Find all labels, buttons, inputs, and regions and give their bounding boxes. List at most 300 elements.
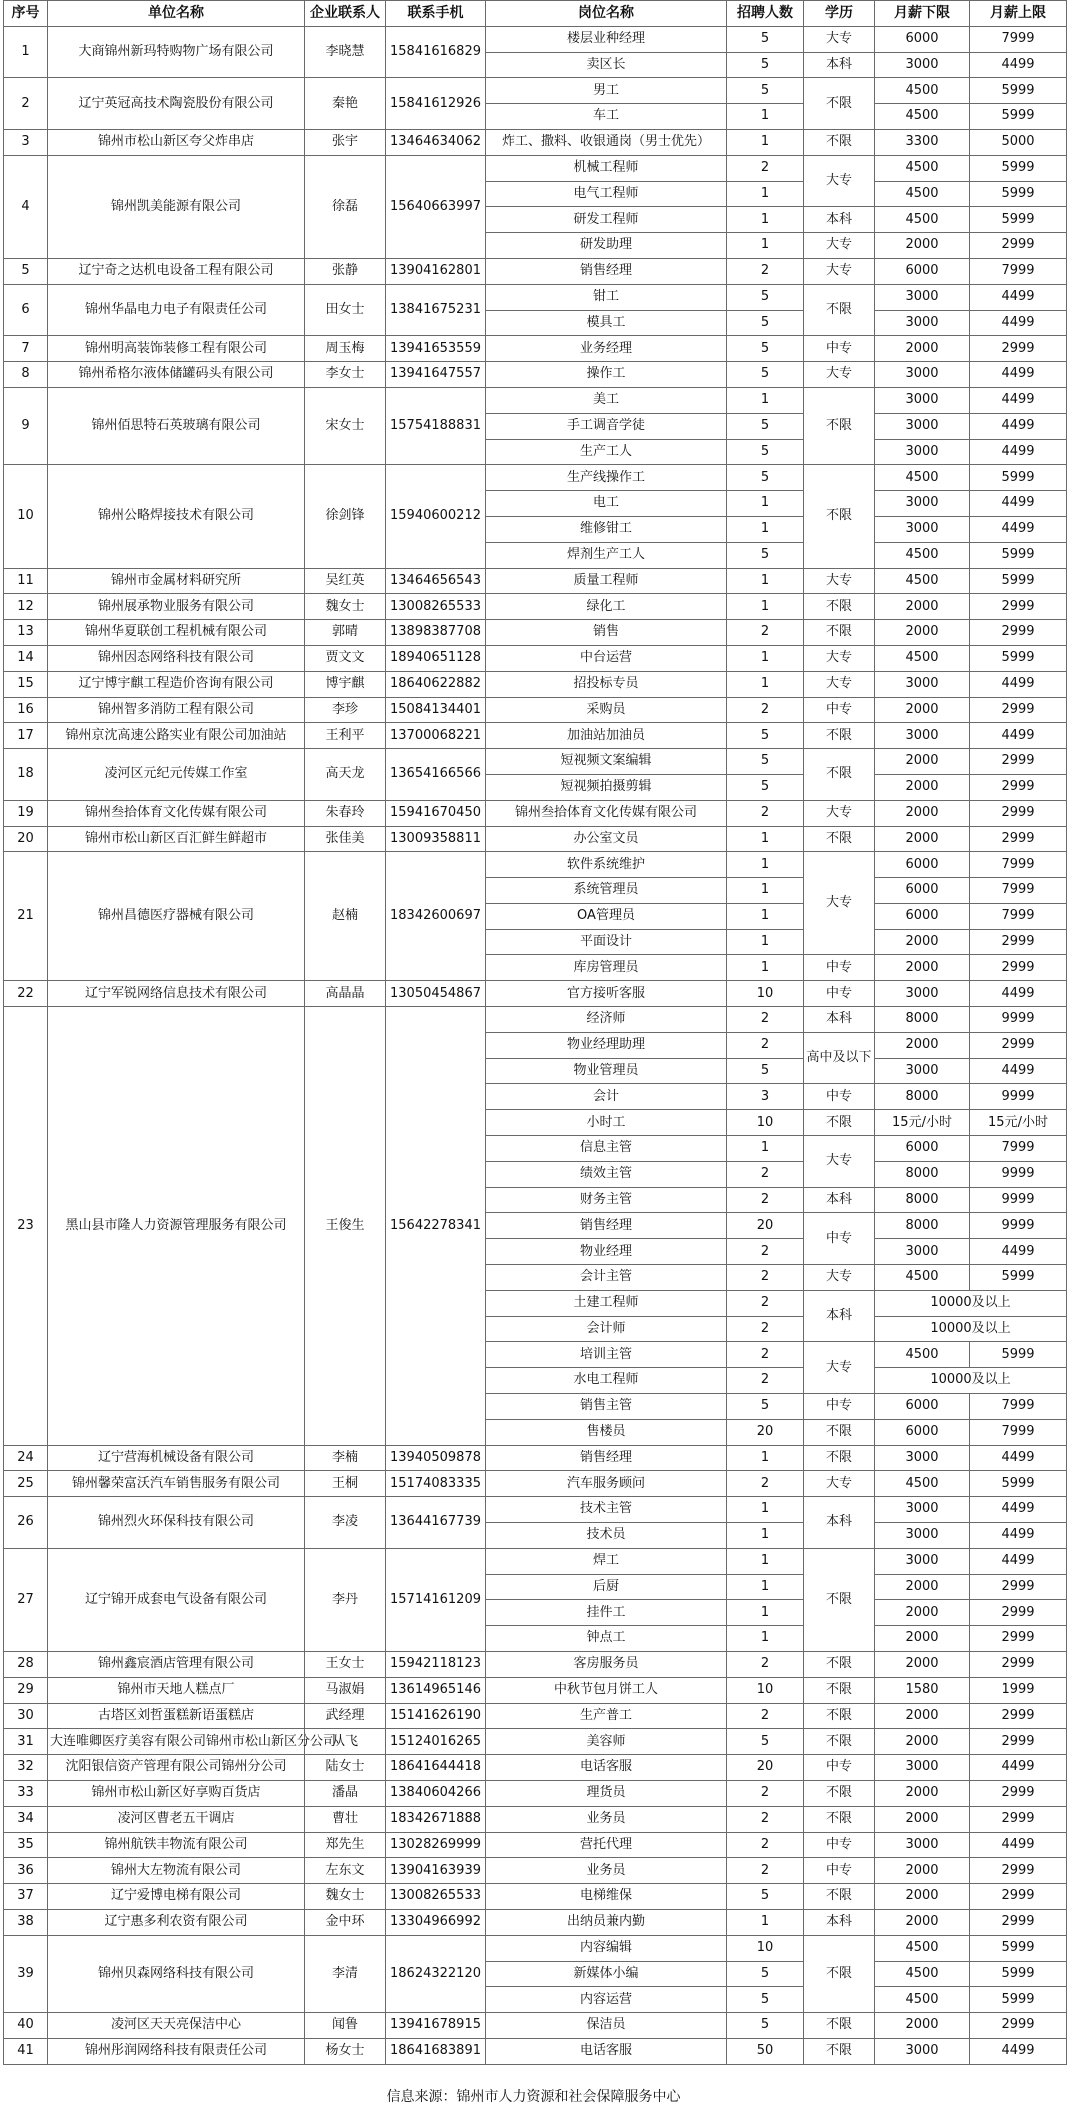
company-name: 黑山县市隆人力资源管理服务有限公司	[48, 1007, 305, 1446]
row-number: 32	[4, 1755, 48, 1781]
job-title: 水电工程师	[486, 1368, 727, 1394]
salary-max: 2999	[970, 1806, 1067, 1832]
job-title: 生产普工	[486, 1703, 727, 1729]
salary-max: 7999	[970, 258, 1067, 284]
contact-person: 李珍	[305, 697, 386, 723]
table-row	[4, 465, 1067, 491]
company-name: 锦州烈火环保科技有限公司	[48, 1497, 305, 1549]
job-title: 绿化工	[486, 594, 727, 620]
job-title: 研发助理	[486, 233, 727, 259]
salary-min: 3000	[875, 439, 970, 465]
contact-person: 马淑娟	[305, 1677, 386, 1703]
education: 不限	[804, 749, 875, 801]
salary-max: 5999	[970, 645, 1067, 671]
job-title: 机械工程师	[486, 155, 727, 181]
header-cell: 企业联系人	[305, 1, 386, 27]
company-name: 锦州昌德医疗器械有限公司	[48, 852, 305, 981]
salary-max: 2999	[970, 749, 1067, 775]
salary-min: 6000	[875, 1394, 970, 1420]
contact-phone: 15754188831	[386, 387, 486, 464]
contact-person: 魏女士	[305, 1884, 386, 1910]
job-title: 物业经理	[486, 1239, 727, 1265]
salary-max: 4499	[970, 1445, 1067, 1471]
headcount: 5	[727, 310, 804, 336]
contact-phone: 13028269999	[386, 1832, 486, 1858]
company-name: 锦州市松山新区好享购百货店	[48, 1780, 305, 1806]
contact-person: 李丹	[305, 1548, 386, 1651]
job-title: 业务员	[486, 1806, 727, 1832]
headcount: 2	[727, 1187, 804, 1213]
salary-max: 9999	[970, 1084, 1067, 1110]
contact-person: 朱春玲	[305, 800, 386, 826]
job-title: 内容编辑	[486, 1935, 727, 1961]
headcount: 5	[727, 1729, 804, 1755]
headcount: 1	[727, 104, 804, 130]
company-name: 锦州市天地人糕点厂	[48, 1677, 305, 1703]
salary-max: 7999	[970, 1394, 1067, 1420]
headcount: 2	[727, 155, 804, 181]
salary-min: 2000	[875, 233, 970, 259]
job-title: 模具工	[486, 310, 727, 336]
salary-min: 8000	[875, 1007, 970, 1033]
headcount: 1	[727, 516, 804, 542]
job-title: 营托代理	[486, 1832, 727, 1858]
contact-phone: 13841675231	[386, 284, 486, 336]
company-name: 大商锦州新玛特购物广场有限公司	[48, 26, 305, 78]
job-title: 技术员	[486, 1523, 727, 1549]
company-name: 锦州智多消防工程有限公司	[48, 697, 305, 723]
contact-phone: 13904162801	[386, 258, 486, 284]
education: 不限	[804, 723, 875, 749]
row-number: 22	[4, 981, 48, 1007]
contact-phone: 13940509878	[386, 1445, 486, 1471]
table-row	[4, 1909, 1067, 1935]
table-row	[4, 129, 1067, 155]
job-title: 信息主管	[486, 1136, 727, 1162]
job-title: 平面设计	[486, 929, 727, 955]
contact-phone: 13464656543	[386, 568, 486, 594]
salary-max: 2999	[970, 594, 1067, 620]
salary-min: 2000	[875, 955, 970, 981]
salary-min: 6000	[875, 878, 970, 904]
row-number: 10	[4, 465, 48, 568]
headcount: 5	[727, 26, 804, 52]
table-row	[4, 284, 1067, 310]
company-name: 锦州华夏联创工程机械有限公司	[48, 620, 305, 646]
education: 不限	[804, 1884, 875, 1910]
headcount: 1	[727, 1909, 804, 1935]
contact-phone: 13898387708	[386, 620, 486, 646]
headcount: 1	[727, 207, 804, 233]
salary-min: 4500	[875, 1471, 970, 1497]
contact-person: 陆女士	[305, 1755, 386, 1781]
headcount: 2	[727, 1239, 804, 1265]
contact-person: 高天龙	[305, 749, 386, 801]
salary-max: 4499	[970, 362, 1067, 388]
row-number: 4	[4, 155, 48, 258]
education: 不限	[804, 1419, 875, 1445]
job-title: 质量工程师	[486, 568, 727, 594]
salary-max: 4499	[970, 491, 1067, 517]
headcount: 1	[727, 852, 804, 878]
education: 不限	[804, 1110, 875, 1136]
salary-min: 4500	[875, 1342, 970, 1368]
contact-phone: 13464634062	[386, 129, 486, 155]
salary-min: 2000	[875, 1806, 970, 1832]
headcount: 1	[727, 878, 804, 904]
headcount: 2	[727, 697, 804, 723]
salary-min: 3000	[875, 284, 970, 310]
table-row	[4, 362, 1067, 388]
salary-max: 4499	[970, 671, 1067, 697]
job-title: 客房服务员	[486, 1652, 727, 1678]
salary-max: 2999	[970, 697, 1067, 723]
salary-max: 7999	[970, 903, 1067, 929]
row-number: 29	[4, 1677, 48, 1703]
education: 不限	[804, 1703, 875, 1729]
salary-max: 15元/小时	[970, 1110, 1067, 1136]
salary-max: 5999	[970, 78, 1067, 104]
salary-min: 3000	[875, 1058, 970, 1084]
company-name: 锦州佰思特石英玻璃有限公司	[48, 387, 305, 464]
row-number: 16	[4, 697, 48, 723]
row-number: 21	[4, 852, 48, 981]
education: 不限	[804, 2013, 875, 2039]
contact-phone: 13304966992	[386, 1909, 486, 1935]
headcount: 10	[727, 981, 804, 1007]
job-title: 销售主管	[486, 1394, 727, 1420]
salary-min: 6000	[875, 1136, 970, 1162]
headcount: 50	[727, 2038, 804, 2064]
company-name: 锦州贝森网络科技有限公司	[48, 1935, 305, 2012]
job-title: 中秋节包月饼工人	[486, 1677, 727, 1703]
salary-min: 3000	[875, 981, 970, 1007]
salary-min: 2000	[875, 2013, 970, 2039]
headcount: 5	[727, 723, 804, 749]
contact-person: 张佳美	[305, 826, 386, 852]
salary-max: 5999	[970, 568, 1067, 594]
contact-person: 杨女士	[305, 2038, 386, 2064]
company-name: 锦州彤润网络科技有限责任公司	[48, 2038, 305, 2064]
row-number: 31	[4, 1729, 48, 1755]
row-number: 23	[4, 1007, 48, 1446]
contact-phone: 13008265533	[386, 594, 486, 620]
job-title: 短视频拍摄剪辑	[486, 774, 727, 800]
salary-max: 4499	[970, 1497, 1067, 1523]
headcount: 3	[727, 1084, 804, 1110]
salary-min: 2000	[875, 800, 970, 826]
company-name: 辽宁博宇麒工程造价咨询有限公司	[48, 671, 305, 697]
salary-min: 15元/小时	[875, 1110, 970, 1136]
education: 中专	[804, 955, 875, 981]
contact-person: 王女士	[305, 1652, 386, 1678]
company-name: 凌河区天天亮保洁中心	[48, 2013, 305, 2039]
contact-phone: 18624322120	[386, 1935, 486, 2012]
salary-max: 2999	[970, 1652, 1067, 1678]
headcount: 1	[727, 929, 804, 955]
salary-max: 5999	[970, 465, 1067, 491]
table-row	[4, 1703, 1067, 1729]
contact-person: 金中环	[305, 1909, 386, 1935]
job-title: 物业经理助理	[486, 1032, 727, 1058]
salary-min: 2000	[875, 620, 970, 646]
headcount: 1	[727, 181, 804, 207]
contact-person: 从飞	[305, 1729, 386, 1755]
salary-min: 3000	[875, 1832, 970, 1858]
headcount: 1	[727, 568, 804, 594]
headcount: 5	[727, 413, 804, 439]
salary-min: 3000	[875, 310, 970, 336]
row-number: 41	[4, 2038, 48, 2064]
salary-max: 4499	[970, 1832, 1067, 1858]
salary-min: 2000	[875, 336, 970, 362]
salary-min: 4500	[875, 568, 970, 594]
contact-person: 吴红英	[305, 568, 386, 594]
job-title: 培训主管	[486, 1342, 727, 1368]
salary-max: 4499	[970, 413, 1067, 439]
table-row	[4, 1548, 1067, 1574]
education: 不限	[804, 1806, 875, 1832]
headcount: 1	[727, 1626, 804, 1652]
row-number: 17	[4, 723, 48, 749]
row-number: 1	[4, 26, 48, 78]
education: 不限	[804, 1445, 875, 1471]
salary-max: 2999	[970, 620, 1067, 646]
job-title: 绩效主管	[486, 1161, 727, 1187]
salary-max: 4499	[970, 2038, 1067, 2064]
salary-max: 4499	[970, 1755, 1067, 1781]
row-number: 19	[4, 800, 48, 826]
company-name: 锦州市松山新区夸父炸串店	[48, 129, 305, 155]
headcount: 1	[727, 1548, 804, 1574]
job-title: 理货员	[486, 1780, 727, 1806]
row-number: 3	[4, 129, 48, 155]
salary-min: 2000	[875, 826, 970, 852]
table-row	[4, 800, 1067, 826]
education: 大专	[804, 26, 875, 52]
salary-max: 9999	[970, 1161, 1067, 1187]
header-cell: 月薪上限	[970, 1, 1067, 27]
contact-person: 秦艳	[305, 78, 386, 130]
salary-min: 6000	[875, 852, 970, 878]
job-title: OA管理员	[486, 903, 727, 929]
salary-min: 3000	[875, 1497, 970, 1523]
job-title: 销售	[486, 620, 727, 646]
education: 中专	[804, 1084, 875, 1110]
contact-phone: 18342671888	[386, 1806, 486, 1832]
contact-phone: 13700068221	[386, 723, 486, 749]
contact-phone: 13654166566	[386, 749, 486, 801]
salary-max: 2999	[970, 774, 1067, 800]
salary-max: 5999	[970, 207, 1067, 233]
table-row	[4, 1832, 1067, 1858]
education: 不限	[804, 465, 875, 568]
contact-person: 魏女士	[305, 594, 386, 620]
job-title: 卖区长	[486, 52, 727, 78]
education: 不限	[804, 1780, 875, 1806]
salary-max: 2999	[970, 955, 1067, 981]
job-title: 出纳员兼内勤	[486, 1909, 727, 1935]
header-cell: 联系手机	[386, 1, 486, 27]
job-title: 锦州叁拾体育文化传媒有限公司	[486, 800, 727, 826]
job-title: 电话客服	[486, 2038, 727, 2064]
job-title: 焊剂生产工人	[486, 542, 727, 568]
contact-phone: 13644167739	[386, 1497, 486, 1549]
education: 中专	[804, 981, 875, 1007]
education: 中专	[804, 697, 875, 723]
company-name: 古塔区刘哲蛋糕新语蛋糕店	[48, 1703, 305, 1729]
headcount: 5	[727, 774, 804, 800]
salary-max: 2999	[970, 1032, 1067, 1058]
salary-min: 2000	[875, 1703, 970, 1729]
headcount: 10	[727, 1935, 804, 1961]
salary-min: 2000	[875, 1626, 970, 1652]
education: 不限	[804, 594, 875, 620]
headcount: 10	[727, 1110, 804, 1136]
company-name: 凌河区曹老五干调店	[48, 1806, 305, 1832]
job-title: 内容运营	[486, 1987, 727, 2013]
job-title: 美容师	[486, 1729, 727, 1755]
company-name: 锦州凯美能源有限公司	[48, 155, 305, 258]
headcount: 2	[727, 1703, 804, 1729]
job-title: 业务员	[486, 1858, 727, 1884]
table-row	[4, 2013, 1067, 2039]
job-title: 业务经理	[486, 336, 727, 362]
salary-max: 2999	[970, 1626, 1067, 1652]
salary-min: 2000	[875, 1780, 970, 1806]
job-title: 销售经理	[486, 1445, 727, 1471]
education: 不限	[804, 826, 875, 852]
company-name: 辽宁英冠高技术陶瓷股份有限公司	[48, 78, 305, 130]
job-title: 销售经理	[486, 1213, 727, 1239]
salary-min: 3300	[875, 129, 970, 155]
salary-min: 8000	[875, 1187, 970, 1213]
job-title: 电梯维保	[486, 1884, 727, 1910]
education: 中专	[804, 1213, 875, 1265]
company-name: 锦州市金属材料研究所	[48, 568, 305, 594]
headcount: 10	[727, 1677, 804, 1703]
education: 中专	[804, 1858, 875, 1884]
salary-min: 4500	[875, 1265, 970, 1291]
contact-phone: 18940651128	[386, 645, 486, 671]
job-title: 库房管理员	[486, 955, 727, 981]
salary-max: 5999	[970, 1935, 1067, 1961]
headcount: 5	[727, 1058, 804, 1084]
education: 不限	[804, 620, 875, 646]
contact-person: 曹壮	[305, 1806, 386, 1832]
headcount: 1	[727, 387, 804, 413]
job-title: 采购员	[486, 697, 727, 723]
salary-min: 3000	[875, 413, 970, 439]
contact-phone: 13941678915	[386, 2013, 486, 2039]
table-row	[4, 1677, 1067, 1703]
job-title: 美工	[486, 387, 727, 413]
salary-max: 5999	[970, 155, 1067, 181]
salary-max: 4499	[970, 284, 1067, 310]
education: 大专	[804, 1136, 875, 1188]
education: 大专	[804, 1471, 875, 1497]
company-name: 锦州华晶电力电子有限责任公司	[48, 284, 305, 336]
job-title: 电工	[486, 491, 727, 517]
company-name: 辽宁军锐网络信息技术有限公司	[48, 981, 305, 1007]
header-cell: 岗位名称	[486, 1, 727, 27]
company-name: 锦州馨荣富沃汽车销售服务有限公司	[48, 1471, 305, 1497]
company-name: 辽宁爱博电梯有限公司	[48, 1884, 305, 1910]
salary-max: 4499	[970, 981, 1067, 1007]
company-name: 沈阳银信资产管理有限公司锦州分公司	[48, 1755, 305, 1781]
row-number: 6	[4, 284, 48, 336]
job-title: 软件系统维护	[486, 852, 727, 878]
education: 大专	[804, 800, 875, 826]
salary-max: 2999	[970, 1909, 1067, 1935]
headcount: 2	[727, 1342, 804, 1368]
row-number: 37	[4, 1884, 48, 1910]
salary-min: 2000	[875, 774, 970, 800]
table-row	[4, 981, 1067, 1007]
table-row	[4, 78, 1067, 104]
job-title: 土建工程师	[486, 1290, 727, 1316]
source-note: 信息来源：锦州市人力资源和社会保障服务中心	[386, 2089, 681, 2105]
salary-min: 6000	[875, 903, 970, 929]
education: 本科	[804, 52, 875, 78]
headcount: 1	[727, 1497, 804, 1523]
education: 不限	[804, 1729, 875, 1755]
salary-min: 4500	[875, 1935, 970, 1961]
table-row	[4, 671, 1067, 697]
contact-person: 徐剑锋	[305, 465, 386, 568]
table-row	[4, 1935, 1067, 1961]
table-row	[4, 155, 1067, 181]
salary-max: 2999	[970, 1884, 1067, 1910]
education: 不限	[804, 129, 875, 155]
headcount: 1	[727, 1600, 804, 1626]
salary-max: 4499	[970, 52, 1067, 78]
contact-phone: 15174083335	[386, 1471, 486, 1497]
salary-min: 3000	[875, 516, 970, 542]
headcount: 1	[727, 1445, 804, 1471]
job-table-body	[4, 26, 1067, 2064]
salary-max: 2999	[970, 233, 1067, 259]
headcount: 2	[727, 1007, 804, 1033]
table-row	[4, 336, 1067, 362]
job-title: 生产线操作工	[486, 465, 727, 491]
company-name: 锦州叁拾体育文化传媒有限公司	[48, 800, 305, 826]
salary-max: 4499	[970, 439, 1067, 465]
salary-min: 3000	[875, 671, 970, 697]
salary-min: 8000	[875, 1213, 970, 1239]
company-name: 辽宁惠多利农资有限公司	[48, 1909, 305, 1935]
salary-min: 3000	[875, 723, 970, 749]
salary-max: 7999	[970, 878, 1067, 904]
headcount: 1	[727, 645, 804, 671]
salary-max: 9999	[970, 1007, 1067, 1033]
company-name: 辽宁锦开成套电气设备有限公司	[48, 1548, 305, 1651]
contact-phone: 13840604266	[386, 1780, 486, 1806]
job-title: 物业管理员	[486, 1058, 727, 1084]
contact-person: 郑先生	[305, 1832, 386, 1858]
salary-min: 10000及以上	[875, 1316, 1067, 1342]
education: 不限	[804, 1677, 875, 1703]
row-number: 25	[4, 1471, 48, 1497]
job-title: 后厨	[486, 1574, 727, 1600]
salary-min: 8000	[875, 1084, 970, 1110]
education: 中专	[804, 1394, 875, 1420]
headcount: 2	[727, 1471, 804, 1497]
education: 大专	[804, 1342, 875, 1394]
table-row	[4, 2038, 1067, 2064]
contact-person: 李女士	[305, 362, 386, 388]
education: 本科	[804, 1007, 875, 1033]
